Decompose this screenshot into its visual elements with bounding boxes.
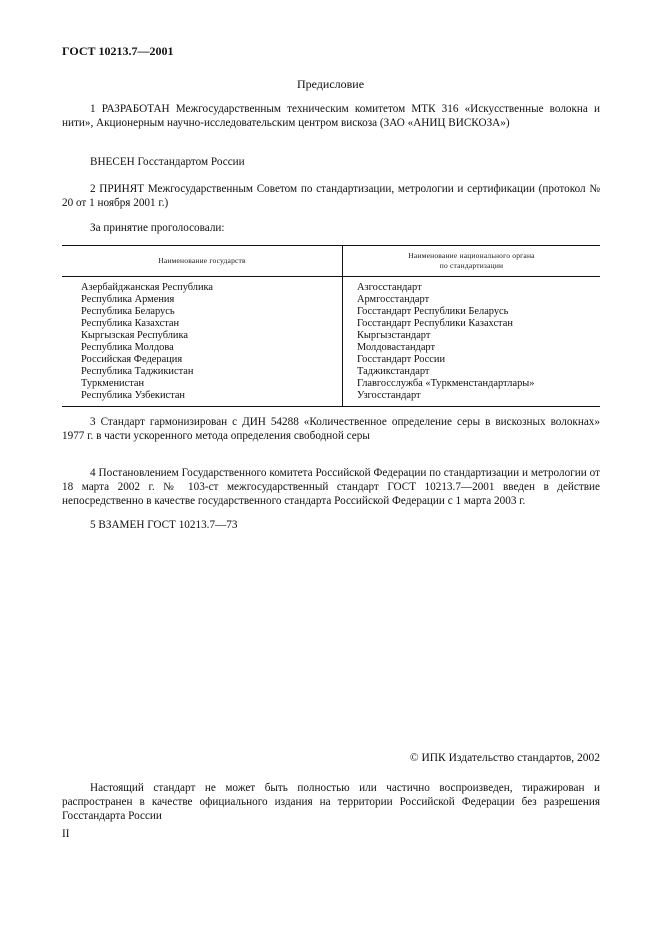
cell-state: Республика Таджикистан	[62, 366, 343, 378]
table-row	[62, 354, 600, 366]
paragraph-voted: За принятие проголосовали:	[90, 222, 225, 234]
table-row	[62, 342, 600, 354]
cell-state: Кыргызская Республика	[62, 330, 343, 342]
cell-state: Республика Молдова	[62, 342, 343, 354]
column-header-organ	[343, 246, 601, 277]
cell-organ: Госстандарт Республики Беларусь	[357, 306, 509, 317]
cell-organ: Азгосстандарт	[357, 282, 422, 293]
table-row	[62, 390, 600, 407]
paragraph-harmonized: 3 Стандарт гармонизирован с ДИН 54288 «Количественное определение серы в вискозных волокнах» 1977 г. в части ускоренного метода определения свободной серы	[62, 416, 600, 442]
table-header-row	[62, 246, 600, 277]
paragraph-introduced: ВНЕСЕН Госстандартом России	[90, 156, 245, 168]
copyright-line: © ИПК Издательство стандартов, 2002	[409, 752, 600, 764]
page-number: II	[62, 828, 70, 840]
cell-organ: Таджикстандарт	[357, 366, 430, 377]
table-row	[62, 294, 600, 306]
cell-organ: Госстандарт Республики Казахстан	[357, 318, 513, 329]
cell-organ: Узгосстандарт	[343, 390, 601, 407]
cell-state: Азербайджанская Республика	[62, 277, 343, 295]
cell-organ: Молдовастандарт	[357, 342, 436, 353]
cell-state: Республика Беларусь	[62, 306, 343, 318]
paragraph-enacted: 4 Постановлением Государственного комитета Российской Федерации по стандартизации и метрологии от 18 марта 2002 г. № 103-ст межгосударственный стандарт ГОСТ 10213.7—2001 введен в действие непосредственно в качестве государственного стандарта Российской Федерации с 1 марта 2003 г.	[62, 467, 600, 507]
voting-table	[62, 245, 600, 407]
table-row	[62, 306, 600, 318]
document-id: ГОСТ 10213.7—2001	[62, 44, 174, 58]
paragraph-adopted: 2 ПРИНЯТ Межгосударственным Советом по стандартизации, метрологии и сертификации (протокол № 20 от 1 ноября 2001 г.)	[62, 183, 600, 209]
column-header-organ-line1: Наименование национального органа	[408, 251, 535, 260]
paragraph-developed: 1 РАЗРАБОТАН Межгосударственным техническим комитетом МТК 316 «Искусственные волокна и нити», Акционерным научно-исследовательским центром вискоза (ЗАО «АНИЦ ВИСКОЗА»)	[62, 103, 600, 129]
cell-state: Республика Узбекистан	[62, 390, 343, 407]
table-row	[62, 318, 600, 330]
cell-state: Туркменистан	[62, 378, 343, 390]
cell-state: Республика Казахстан	[62, 318, 343, 330]
cell-state: Республика Армения	[62, 294, 343, 306]
table-row	[62, 277, 600, 295]
page-title: Предисловие	[296, 77, 365, 91]
cell-organ: Армгосстандарт	[357, 294, 430, 305]
cell-organ: Кыргызстандарт	[357, 330, 431, 341]
cell-organ: Госстандарт России	[357, 354, 446, 365]
reproduction-notice: Настоящий стандарт не может быть полностью или частично воспроизведен, тиражирован и распространен в качестве официального издания на территории Российской Федерации без разрешения Госстандарта России	[62, 782, 600, 822]
column-header-organ-line2: по стандартизации	[439, 261, 504, 270]
table-row	[62, 366, 600, 378]
cell-state: Российская Федерация	[62, 354, 343, 366]
paragraph-replaces: 5 ВЗАМЕН ГОСТ 10213.7—73	[90, 519, 238, 531]
table-row	[62, 378, 600, 390]
table-row	[62, 330, 600, 342]
column-header-state: Наименование государств	[62, 246, 343, 277]
cell-organ: Главгосслужба «Туркменстандартлары»	[357, 378, 535, 389]
